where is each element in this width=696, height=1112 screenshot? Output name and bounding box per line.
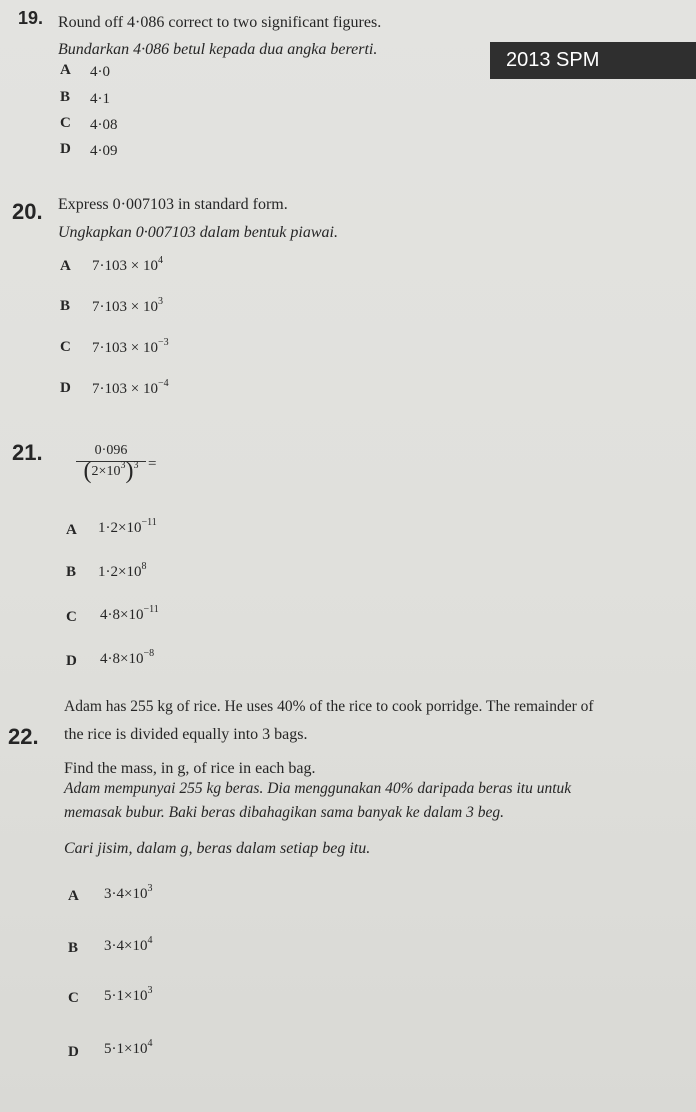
q22-option-d-base: 5·1×10: [104, 1041, 148, 1057]
question-22-malay-line-2: memasak bubur. Baki beras dibahagikan sama banyak ke dalam 3 beg.: [64, 804, 504, 821]
q21-close-paren: ): [125, 458, 134, 484]
q19-option-c-text: 4·08: [90, 117, 118, 133]
q21-option-d-letter[interactable]: D: [66, 653, 77, 669]
q21-denominator: [76, 458, 146, 484]
q21-option-a-base: 1·2×10: [98, 520, 142, 536]
question-20-number: 20.: [12, 199, 43, 224]
q21-den-outer-exponent: 3: [133, 460, 139, 471]
q22-option-b-text: [104, 935, 153, 955]
q19-option-d-text: 4·09: [90, 143, 118, 159]
q22-option-a-text: [104, 883, 153, 903]
question-22-english-line-2: the rice is divided equally into 3 bags.: [64, 726, 308, 743]
year-badge: 2013 SPM: [490, 42, 696, 79]
q22-option-d-text: [104, 1038, 153, 1058]
q20-option-a-text: [92, 255, 163, 275]
q21-option-a-exponent: −11: [141, 517, 157, 528]
q19-option-a-letter[interactable]: A: [60, 62, 71, 78]
q20-option-b-text: [92, 296, 163, 316]
q21-den-inner-exponent: 3: [120, 460, 126, 471]
q21-option-d-exponent: −8: [143, 648, 155, 659]
question-20-english: Express 0·007103 in standard form.: [58, 196, 288, 213]
q21-option-a-text: [98, 517, 157, 537]
q20-option-c-text: [92, 337, 169, 357]
q22-option-a-base: 3·4×10: [104, 886, 148, 902]
q21-fraction: [76, 443, 146, 484]
q21-option-c-exponent: −11: [143, 604, 159, 615]
q21-option-d-base: 4·8×10: [100, 651, 144, 667]
q22-option-a-letter[interactable]: A: [68, 888, 79, 904]
q22-option-b-exponent: 4: [147, 935, 153, 946]
q20-option-d-base: 7·103 × 10: [92, 381, 158, 397]
q20-option-c-base: 7·103 × 10: [92, 340, 158, 356]
q20-option-c-exponent: −3: [157, 337, 169, 348]
q21-option-c-letter[interactable]: C: [66, 609, 77, 625]
question-22-english-line-1: Adam has 255 kg of rice. He uses 40% of the rice to cook porridge. The remainder of: [64, 698, 594, 715]
q20-option-d-letter[interactable]: D: [60, 380, 71, 396]
q21-option-b-text: [98, 561, 147, 581]
question-22-malay-line-1: Adam mempunyai 255 kg beras. Dia menggunakan 40% daripada beras itu untuk: [64, 780, 572, 797]
q22-option-d-letter[interactable]: D: [68, 1044, 79, 1060]
q21-numerator: 0·096: [94, 443, 128, 458]
q21-option-b-exponent: 8: [141, 561, 147, 572]
q19-option-b-letter[interactable]: B: [60, 89, 71, 105]
q21-option-b-base: 1·2×10: [98, 564, 142, 580]
q22-option-c-base: 5·1×10: [104, 988, 148, 1004]
question-19-malay: Bundarkan 4·086 betul kepada dua angka bererti.: [58, 41, 378, 58]
q22-option-c-letter[interactable]: C: [68, 990, 79, 1006]
q19-option-b-text: 4·1: [90, 91, 110, 107]
q20-option-d-text: [92, 378, 169, 398]
q21-option-c-base: 4·8×10: [100, 607, 144, 623]
q20-option-a-letter[interactable]: A: [60, 258, 71, 274]
q22-option-d-exponent: 4: [147, 1038, 153, 1049]
q20-option-b-letter[interactable]: B: [60, 298, 71, 314]
q19-option-a-text: 4·0: [90, 64, 110, 80]
q22-option-c-text: [104, 985, 153, 1005]
question-22-number: 22.: [8, 724, 39, 749]
q20-option-b-base: 7·103 × 10: [92, 299, 158, 315]
q22-option-b-base: 3·4×10: [104, 938, 148, 954]
q20-option-a-base: 7·103 × 10: [92, 258, 158, 274]
q21-open-paren: (: [83, 458, 92, 484]
q20-option-b-exponent: 3: [157, 296, 163, 307]
question-19-english: Round off 4·086 correct to two significant figures.: [58, 14, 382, 31]
q20-option-d-exponent: −4: [157, 378, 169, 389]
question-22-english-line-3: Find the mass, in g, of rice in each bag.: [64, 760, 316, 777]
q21-option-b-letter[interactable]: B: [66, 564, 77, 580]
question-20-malay: Ungkapkan 0·007103 dalam bentuk piawai.: [58, 224, 338, 241]
question-22-malay-line-3: Cari jisim, dalam g, beras dalam setiap beg itu.: [64, 840, 371, 857]
q21-option-a-letter[interactable]: A: [66, 522, 77, 538]
q22-option-c-exponent: 3: [147, 985, 153, 996]
q21-equals-sign: =: [148, 456, 157, 472]
q22-option-a-exponent: 3: [147, 883, 153, 894]
question-21-number: 21.: [12, 440, 43, 465]
q19-option-c-letter[interactable]: C: [60, 115, 71, 131]
q20-option-a-exponent: 4: [157, 255, 163, 266]
q19-option-d-letter[interactable]: D: [60, 141, 71, 157]
q21-option-d-text: [100, 648, 155, 668]
q21-option-c-text: [100, 604, 159, 624]
q22-option-b-letter[interactable]: B: [68, 940, 79, 956]
q21-den-base: 2×10: [91, 464, 121, 479]
q20-option-c-letter[interactable]: C: [60, 339, 71, 355]
question-19-number: 19.: [18, 8, 44, 28]
